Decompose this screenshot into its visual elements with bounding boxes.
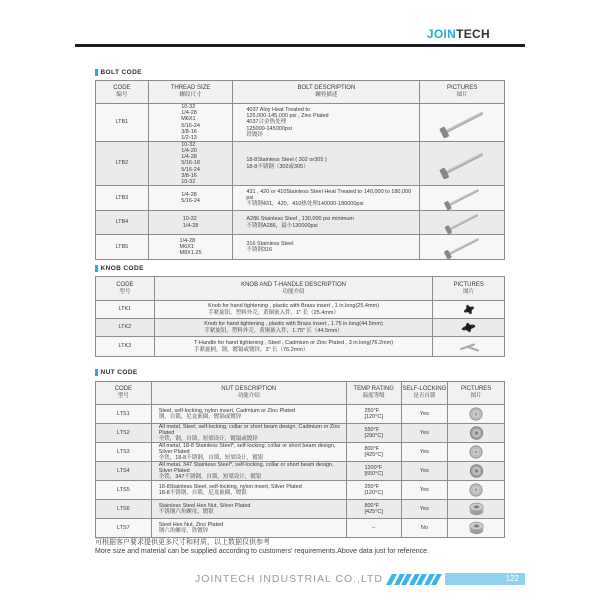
nut-code-table — [95, 381, 505, 538]
nut-cell-desc — [151, 462, 346, 480]
bolt-cell-desc — [232, 235, 419, 259]
bolt-desc-line: 不锈钢316 — [246, 247, 273, 253]
nut-desc-line: 钢六角螺母，铁镀锌 — [158, 528, 209, 534]
nut-row-LTS6 — [96, 499, 504, 518]
knob-header-pic-cn: 图片 — [463, 288, 475, 295]
knob-cell-pic — [432, 319, 504, 336]
bolt-threads-line: 10-32 — [181, 178, 196, 185]
bolt-cell-code: LTB4 — [115, 219, 129, 226]
nylon-nut-icon — [469, 445, 483, 459]
nut-temp-line: 250°F — [364, 483, 380, 490]
hex-nut-icon — [468, 521, 485, 535]
section-marker-icon — [95, 265, 98, 272]
bolt-cell-pic — [419, 104, 504, 141]
bolt-cell-desc — [232, 104, 419, 141]
bolt-cell-code: LTB2 — [115, 160, 129, 167]
nut-temp-line: [650°C] — [364, 471, 383, 477]
nut-desc-line: 钢，自锁，尼龙嵌圈，镀镉或镀锌 — [158, 414, 242, 420]
bolt-row-LTB4 — [96, 210, 504, 234]
nut-cell-pic — [447, 500, 504, 518]
bolt-desc-line: 125,000-145,000 psi , Zinc Plated — [246, 113, 329, 120]
nut-header-lock-cn: 是否自锁 — [413, 393, 436, 399]
knob-header-desc-cn: 功能介绍 — [282, 288, 305, 295]
nut-header-desc-cn: 功能介绍 — [237, 393, 260, 399]
nut-desc-line: 不锈钢六角螺母，镀银 — [158, 509, 214, 515]
knob-header-code — [96, 277, 154, 300]
bolt-section-title: BOLT CODE — [100, 69, 142, 76]
nut-cell-code: LTS6 — [116, 505, 130, 512]
nut-cell-lock: Yes — [401, 462, 448, 480]
knob-desc-line: 手紧旋柄，钢，镀镉或镀锌，3" 长（76.2mm） — [194, 346, 309, 353]
knob-header-code-en: CODE — [116, 281, 134, 288]
knob-cell-pic — [432, 337, 504, 356]
nut-header-temp-cn: 温度等级 — [362, 393, 385, 399]
jointech-logo — [75, 27, 490, 41]
nut-cell-temp — [346, 443, 401, 461]
section-marker-icon — [95, 369, 98, 376]
nut-header-row — [96, 382, 504, 404]
knob-cell-code: LTK3 — [118, 343, 132, 350]
knob-icon — [462, 303, 476, 316]
nut-cell-desc — [151, 500, 346, 518]
bolt-header-pic-cn: 图片 — [456, 92, 468, 98]
knob-cell-code: LTK1 — [118, 306, 132, 313]
bolt-desc-text — [233, 216, 358, 228]
nut-cell-code: LTS1 — [116, 410, 130, 417]
nut-temp-line: -- — [371, 524, 376, 531]
knob-header-code-cn: 型号 — [119, 288, 131, 295]
knob-code-table — [95, 276, 505, 357]
bolt-threads-line: 10-32 — [181, 142, 196, 149]
bottom-bar — [75, 572, 525, 586]
bolt-threads-line: 1/4-20 — [181, 148, 197, 155]
bolt-threads-line: 3/8-16 — [181, 128, 197, 135]
header-rule — [75, 44, 525, 47]
logo-tech: TECH — [456, 27, 490, 41]
nut-desc-line: 18-8不锈钢，自锁，尼龙嵌圈，镀银 — [158, 490, 247, 496]
nut-cell-lock: Yes — [401, 500, 448, 518]
nut-cell-code: LTS7 — [116, 524, 130, 531]
nut-temp-text — [364, 446, 382, 458]
nut-desc-text — [152, 408, 298, 420]
bolt-header-threads-en: THREAD SIZE — [170, 85, 211, 91]
bolt-threads-line: M6X1 — [181, 116, 196, 123]
nut-cell-temp — [346, 500, 401, 518]
knob-cell-desc — [154, 337, 433, 356]
nut-desc-line: 全铁，347不锈钢，自锁，短梁设计，镀银 — [158, 474, 262, 480]
bolt-header-threads — [148, 81, 233, 103]
nut-desc-line: All metal, 347 Stainless Steel*, self-locking, collar or short beam design, Silver Plated — [158, 462, 334, 474]
nut-cell-pic — [447, 481, 504, 499]
nut-header-lock-en: SELF-LOCKING — [402, 386, 447, 392]
bolt-threads-text — [180, 238, 202, 256]
bolt-threads-line: 1/2-13 — [181, 134, 197, 141]
nut-desc-line: 全铁，钢，自锁，短梁设计，镀镉或镀锌 — [158, 436, 258, 442]
nut-cell-temp — [346, 462, 401, 480]
bolt-desc-line: 铁镀锌 — [246, 131, 263, 138]
bolt-cell-threads — [148, 142, 233, 185]
nut-cell-lock: Yes — [401, 443, 448, 461]
bolt-threads-line: M6X1 — [179, 243, 194, 250]
knob-desc-line: T-Handle for hand tightening , Steel , Cadmium or Zinc Plated , 3 in.long(76.2mm) — [194, 340, 394, 347]
nut-cell-lock: Yes — [401, 481, 448, 499]
knob-desc-line: 手紧旋钮，塑料外壳，黄铜嵌入件，1" 长（25.4mm） — [208, 309, 339, 316]
bolt-desc-line: 4037合金热处理 — [246, 119, 287, 126]
knob-row-LTK2 — [96, 318, 504, 336]
knob-header-pic-en: PICTURES — [453, 281, 484, 288]
nut-row-LTS2 — [96, 423, 504, 442]
nut-row-LTS1 — [96, 404, 504, 423]
nut-cell-lock: Yes — [401, 405, 448, 423]
bolt-desc-line: 125000-145000psi — [246, 125, 292, 132]
knob-header-pic — [432, 277, 504, 300]
nut-cell-code: LTS2 — [116, 429, 130, 436]
bolt-threads-line: 1/4-28 — [181, 110, 197, 117]
nut-cell-lock: No — [401, 519, 448, 537]
nut-temp-line: 550°F — [364, 426, 380, 433]
nut-cell-desc — [151, 519, 346, 537]
nut-desc-line: Stainless Steel Hex Nut, Silver Plated — [158, 502, 251, 509]
nut-section-title: NUT CODE — [100, 369, 138, 376]
company-name: JOINTECH INDUSTRIAL CO.,LTD — [194, 573, 383, 585]
nut-header-code-cn: 型号 — [117, 393, 129, 399]
bolt-cell-code: LTB1 — [115, 119, 129, 126]
collar-nut-icon — [469, 464, 484, 478]
t-handle-icon — [458, 340, 480, 353]
bolt-threads-text — [181, 192, 200, 204]
bolt-icon — [438, 108, 486, 138]
bolt-header-threads-cn: 螺纹尺寸 — [179, 92, 202, 98]
nut-temp-text — [364, 408, 382, 420]
bolt-threads-line: 1/4-28 — [181, 191, 197, 198]
nut-header-pic — [447, 382, 504, 404]
nut-header-temp-en: TEMP RATING — [353, 386, 394, 392]
bolt-cell-code: LTB3 — [115, 194, 129, 201]
bolt-cell-threads — [148, 211, 233, 234]
nut-temp-line: [425°C] — [364, 509, 383, 515]
knob-desc-text — [208, 303, 379, 315]
nut-temp-line: 1200°F — [364, 464, 383, 471]
nut-cell-code: LTS5 — [116, 486, 130, 493]
nut-temp-line: 250°F — [364, 407, 380, 414]
bolt-cell-desc — [232, 142, 419, 185]
bolt-header-row — [96, 81, 504, 103]
nut-cell-lock: Yes — [401, 424, 448, 442]
bolt-desc-text — [233, 241, 297, 253]
bolt-header-pic — [419, 81, 504, 103]
nut-desc-line: All metal, 18-8 Stainless Steel*, self-locking, collar or short beam design, Silver Plated — [158, 443, 336, 455]
bolt-code-table — [95, 80, 505, 260]
knob-desc-text — [194, 340, 393, 352]
bolt-threads-line: 1/4-28 — [181, 154, 197, 161]
nut-temp-text — [364, 465, 382, 477]
bolt-threads-line: 5/16-24 — [181, 198, 200, 204]
nylon-nut-icon — [469, 483, 483, 497]
nut-desc-line: Steel Hex Nut, Zinc Plated — [158, 521, 224, 528]
bolt-desc-line: 316 Stainless Steel — [246, 240, 294, 247]
footer-note-en: More size and material can be supplied according to customers' requirements.Above data just for reference. — [95, 548, 430, 555]
nut-header-desc — [151, 382, 346, 404]
bolt-threads-line: 5/16-18 — [181, 160, 200, 167]
logo-join: JOIN — [426, 27, 457, 41]
nut-cell-pic — [447, 462, 504, 480]
knob-header-desc — [154, 277, 433, 300]
nut-row-LTS4 — [96, 461, 504, 480]
nut-cell-temp — [346, 519, 401, 537]
bolt-header-code — [96, 81, 148, 103]
bolt-threads-line: 5/16-24 — [181, 166, 200, 173]
knob-section-label — [95, 265, 144, 272]
knob-row-LTK1 — [96, 300, 504, 318]
nut-header-code-en: CODE — [114, 386, 133, 392]
bolt-row-LTB5 — [96, 234, 504, 259]
bolt-desc-line: 4037 Aloy Heat Treated to — [246, 107, 310, 114]
bolt-threads-line: 3/8-16 — [181, 172, 197, 179]
nut-temp-line: [120°C] — [364, 414, 383, 420]
bolt-header-pic-en: PICTURES — [447, 85, 478, 91]
bolt-cell-threads — [148, 235, 233, 259]
bolt-icon — [438, 211, 486, 234]
nut-row-LTS5 — [96, 480, 504, 499]
bolt-row-LTB2 — [96, 141, 504, 185]
knob-desc-text — [204, 321, 383, 333]
nut-desc-line: All metal, Steel, self-locking, collar or short beam design, Cadmium or Zinc Plated — [158, 424, 341, 436]
hex-nut-icon — [468, 502, 485, 516]
bolt-cell-pic — [419, 235, 504, 259]
nut-cell-pic — [447, 424, 504, 442]
nut-header-lock — [401, 382, 448, 404]
bolt-icon — [438, 235, 486, 259]
nut-header-pic-cn: 图片 — [470, 393, 482, 399]
nut-cell-temp — [346, 405, 401, 423]
bolt-desc-line: 431 , 420 or 410Stainless Steel Heat Treated to 140,000 to 180,000 psi — [246, 188, 412, 201]
nut-temp-text — [364, 484, 382, 496]
nut-desc-text — [152, 424, 346, 442]
nut-desc-line: 全铁，18-8不锈钢，自锁，短梁设计，镀银 — [158, 455, 264, 461]
nut-desc-text — [152, 462, 346, 480]
knob-desc-line: Knob for hand tightening , plastic with Brass insert , 1 in.long(25.4mm) — [208, 303, 379, 310]
nut-row-LTS7 — [96, 518, 504, 537]
nut-cell-desc — [151, 424, 346, 442]
bolt-desc-line: 不锈钢A286，最小130000psi — [246, 222, 318, 229]
bolt-header-desc — [232, 81, 419, 103]
nut-cell-pic — [447, 443, 504, 461]
bolt-desc-text — [233, 157, 330, 169]
knob-cell-desc — [154, 301, 433, 318]
bolt-cell-desc — [232, 186, 419, 210]
bolt-row-LTB3 — [96, 185, 504, 210]
collar-nut-icon — [469, 426, 484, 440]
stripes-decoration-icon — [389, 574, 439, 585]
knob-desc-line: Knob for hand tightening , plastic with Brass insert , 1.75 in.long(44.5mm) — [204, 321, 383, 328]
nut-section-label — [95, 369, 138, 376]
nut-header-pic-en: PICTURES — [460, 386, 492, 392]
bolt-header-code-cn: 编号 — [116, 92, 128, 98]
bolt-threads-text — [181, 104, 200, 141]
bolt-cell-threads — [148, 186, 233, 210]
nut-desc-text — [152, 443, 346, 461]
nut-cell-pic — [447, 405, 504, 423]
nut-header-code — [96, 382, 151, 404]
bolt-desc-text — [233, 189, 419, 207]
nut-row-LTS3 — [96, 442, 504, 461]
nut-cell-desc — [151, 443, 346, 461]
knob-section-title: KNOB CODE — [100, 265, 144, 272]
section-marker-icon — [95, 69, 98, 76]
bolt-threads-text — [181, 142, 200, 185]
nut-cell-desc — [151, 481, 346, 499]
nut-header-temp — [346, 382, 401, 404]
bolt-header-desc-en: BOLT DESCRIPTION — [297, 85, 356, 91]
nut-cell-pic — [447, 519, 504, 537]
knob-row-LTK3 — [96, 336, 504, 356]
knob-header-row — [96, 277, 504, 300]
bolt-icon — [438, 186, 486, 210]
nut-temp-line: 800°F — [364, 445, 380, 452]
bolt-desc-line: 不锈钢431，420，410热处理140000-180000psi — [246, 201, 364, 208]
bolt-cell-threads — [148, 104, 233, 141]
bolt-threads-text — [183, 216, 199, 228]
bolt-threads-line: 1/4-28 — [182, 222, 199, 229]
bolt-desc-text — [233, 107, 332, 137]
nut-temp-text — [372, 525, 376, 531]
bolt-desc-line: A286 Stainless Steel , 130,000 psi minimum — [246, 216, 354, 223]
bolt-threads-line: 10-32 — [182, 216, 197, 223]
nut-cell-code: LTS3 — [116, 448, 130, 455]
bolt-desc-line: 18-8Stainless Steel ( 302 or305 ) — [246, 157, 327, 164]
knob-header-desc-en: KNOB AND T-HANDLE DESCRIPTION — [241, 281, 346, 288]
bolt-header-desc-cn: 螺栓描述 — [315, 92, 338, 98]
bolt-cell-desc — [232, 211, 419, 234]
nut-cell-temp — [346, 424, 401, 442]
bolt-cell-code: LTB5 — [115, 243, 129, 250]
bolt-row-LTB1 — [96, 103, 504, 141]
nut-temp-line: [120°C] — [364, 490, 383, 496]
bolt-threads-line: 1/4-28 — [179, 237, 196, 244]
bolt-icon — [438, 149, 486, 179]
bolt-section-label — [95, 69, 142, 76]
nut-desc-text — [152, 522, 227, 534]
bolt-cell-pic — [419, 211, 504, 234]
nut-temp-text — [364, 503, 382, 515]
nut-temp-line: [290°C] — [364, 433, 383, 439]
nut-temp-line: [425°C] — [364, 452, 383, 458]
bolt-threads-line: M8X1.25 — [179, 250, 202, 257]
nut-cell-code: LTS4 — [116, 467, 130, 474]
footer-note — [95, 538, 429, 556]
knob-cell-pic — [432, 301, 504, 318]
bolt-header-code-en: CODE — [113, 85, 131, 91]
bolt-desc-line: 18-8不锈钢（302或305） — [246, 163, 309, 170]
nut-desc-text — [152, 484, 305, 496]
nylon-nut-icon — [469, 407, 483, 421]
bolt-threads-line: 10-32 — [181, 104, 196, 111]
nut-temp-line: 800°F — [364, 502, 380, 509]
page-number-badge: 122 — [445, 573, 525, 585]
bolt-cell-pic — [419, 186, 504, 210]
knob-desc-line: 手紧旋钮，塑料外壳，黄铜嵌入件，1.75" 长（44.5mm） — [204, 327, 343, 334]
nut-cell-temp — [346, 481, 401, 499]
nut-cell-desc — [151, 405, 346, 423]
nut-desc-line: 18-8Stainless Steel, self-locking, nylon insert, Silver Plated — [158, 483, 302, 490]
footer-note-cn: 可根据客户要求提供更多尺寸和材质，以上数据仅供参考 — [95, 539, 270, 546]
knob-cell-code: LTK2 — [118, 324, 132, 331]
bolt-threads-line: 5/16-24 — [181, 122, 200, 129]
nut-desc-line: Steel, self-locking, nylon insert, Cadmium or Zinc Plated — [158, 407, 296, 414]
bolt-cell-pic — [419, 142, 504, 185]
knob-cell-desc — [154, 319, 433, 336]
nut-desc-text — [152, 503, 254, 515]
nut-temp-text — [364, 427, 382, 439]
nut-header-desc-en: NUT DESCRIPTION — [221, 386, 277, 392]
knob-wide-icon — [460, 321, 477, 334]
